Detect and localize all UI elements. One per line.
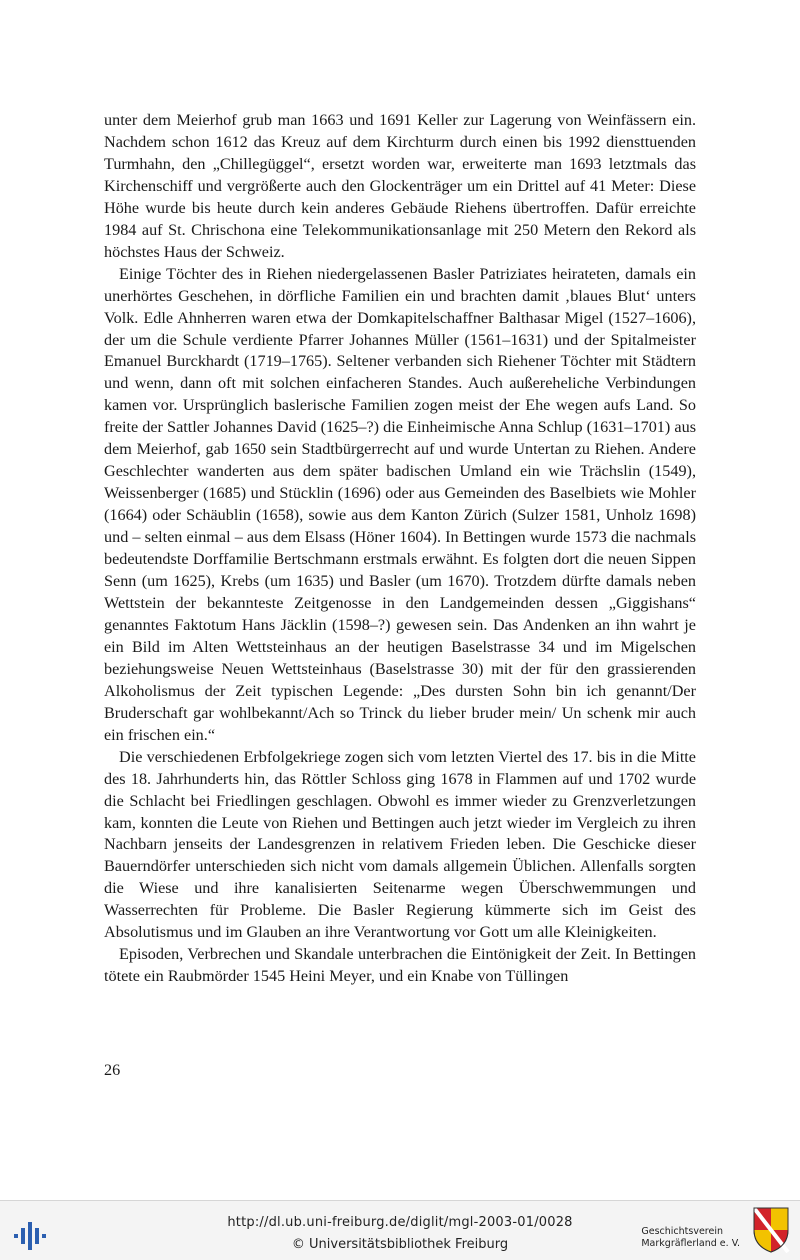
paragraph: unter dem Meierhof grub man 1663 und 1691 Keller zur Lagerung von Weinfässern ein. Nachdem schon 1612 das Kreuz auf dem Kirchturm durch einen bis 1992 diensttuenden Turmhahn, den „Chillegüggel“, ersetzt worden war, erweiterte man 1693 letztmals das Kirchenschiff und vergrößerte auch den Glockenträger um ein Drittel auf 41 Meter: Diese Höhe wurde bis heute durch kein anderes Gebäude Riehens übertroffen. Dafür erreichte 1984 auf St. Chrischona eine Telekommunikationsanlage mit 250 Metern den Rekord als höchstes Haus der Schweiz. (104, 111, 696, 261)
body-text (104, 110, 696, 988)
paragraph: Die verschiedenen Erbfolgekriege zogen sich vom letzten Viertel des 17. bis in die Mitte des 18. Jahrhunderts hin, das Röttler Schloss ging 1678 in Flammen auf und 1702 wurde die Schlacht bei Friedlingen geschlagen. Obwohl es immer wieder zu Grenzverletzungen kam, konnten die Leute von Riehen und Bettingen auch jetzt wieder im Vergleich zu ihren Nachbarn jenseits der Landesgrenzen in relativem Frieden leben. Die Geschicke dieser Bauerndörfer unterschieden sich nicht vom damals allgemein Üblichen. Allenfalls sorgten die Wiese und ihre kanalisierten Seitenarme wegen Überschwemmungen und Wasserrechten für Probleme. Die Basler Regierung kümmerte sich im Geist des Absolutismus und im Glauben an ihre Verantwortung vor Gott um alle Kleinigkeiten. (104, 747, 696, 942)
paragraph: Einige Töchter des in Riehen niedergelassenen Basler Patriziates heirateten, damals ein unerhörtes Geschehen, in dörfliche Familien ein und brachten damit ‚blaues Blut‘ unters Volk. Edle Ahnherren waren etwa der Domkapitelschaffner Balthasar Migel (1527–1606), der um die Schule verdiente Pfarrer Johannes Müller (1561–1631) und der Spitalmeister Emanuel Burckhardt (1719–1765). Seltener verbanden sich Riehener Töchter mit Städtern und wenn, dann oft mit solchen einfacheren Standes. Auch außereheliche Verbindungen kamen vor. Ursprünglich baslerische Familien zogen meist der Ehe wegen aufs Land. So freite der Sattler Johannes David (1625–?) die Einheimische Anna Schlup (1631–1701) aus dem Meierhof, gab 1650 sein Stadtbürgerrecht auf und wurde Untertan zu Riehen. Andere Geschlechter wanderten aus dem später badischen Umland ein wie Trächslin (1549), Weissenberger (1685) und Stücklin (1696) oder aus Gemeinden des Baselbiets wie Mohler (1664) oder Schäublin (1658), sowie aus dem Kanton Zürich (Sulzer 1581, Unholz 1698) und – selten einmal – aus dem Elsass (Höner 1604). In Bettingen wurde 1573 die nachmals bedeutendste Dorffamilie Bertschmann erstmals erwähnt. Es folgten dort die neuen Sippen Senn (um 1625), Krebs (um 1635) und Basler (um 1670). Trotzdem dürfte damals neben Wettstein der bekannteste Zeitgenosse in den Landgemeinden dessen „Giggishans“ genanntes Faktotum Hans Jäcklin (1598–?) gewesen sein. Das Andenken an ihn wahrt je ein Bild im Alten Wettsteinhaus an der heutigen Baselstrasse 34 und im Migelschen beziehungsweise Neuen Wettsteinhaus (Baselstrasse 30) mit der für den grassierenden Alkoholismus der Zeit typischen Legende: „Des dursten Sohn bin ich genannt/Der Bruderschaft gar wohlbekannt/Ach so Trinck du lieber bruder mein/ Un schenk mir auch ein frischen ein.“ (104, 264, 696, 744)
page-number: 26 (104, 1061, 121, 1079)
society-name-line: Markgräflerland e. V. (641, 1238, 740, 1249)
markgraeflerland-crest-icon[interactable] (752, 1206, 790, 1254)
society-name-line: Geschichtsverein (641, 1226, 723, 1237)
footer-bar (0, 1200, 800, 1260)
footer-copyright: © Universitätsbibliothek Freiburg (291, 1237, 509, 1252)
footer-url-link[interactable]: http://dl.ub.uni-freiburg.de/diglit/mgl-2003-01/0028 (227, 1215, 573, 1230)
paragraph: Episoden, Verbrechen und Skandale unterbrachen die Eintönigkeit der Zeit. In Bettingen tötete ein Raubmörder 1545 Heini Meyer, und ein Knabe von Tüllingen (104, 945, 696, 986)
society-name[interactable] (641, 1226, 740, 1250)
